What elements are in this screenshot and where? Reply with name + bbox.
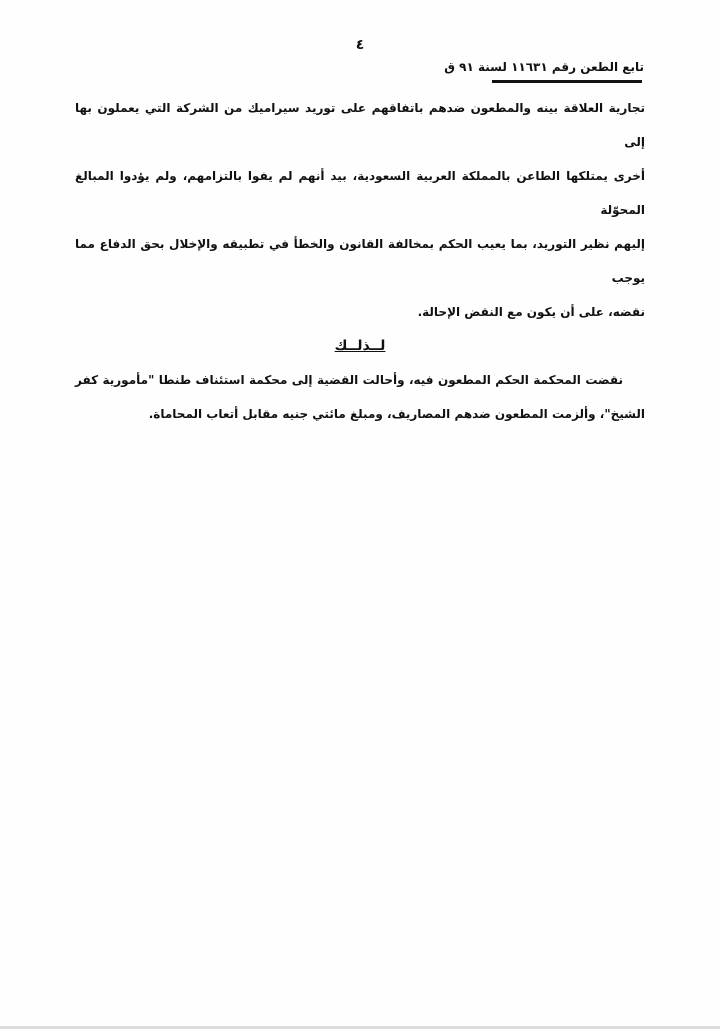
paragraph-line: تجارية العلاقة بينه والمطعون ضدهم باتفاقهم على توريد سيراميك من الشركة التي يعملون بها إلى [75,101,645,149]
header-underline [492,80,642,83]
page-number: ٤ [355,37,365,53]
ruling-line: نقضت المحكمة الحكم المطعون فيه، وأحالت القضية إلى محكمة استئناف طنطا "مأمورية كفر [75,373,623,387]
paragraph-line: إليهم نظير التوريد، بما يعيب الحكم بمخالفة القانون والخطأ في تطبيقه والإخلال بحق الدفاع مما يوجب [75,237,645,285]
paragraph-line: أخرى يمتلكها الطاعن بالمملكة العربية السعودية، بيد أنهم لم يفوا بالتزامهم، ولم يؤدوا المبالغ المحوّلة [75,169,645,217]
document-body [75,91,645,431]
paragraph-line: نقضه، على أن يكون مع النقض الإحالة. [417,305,645,319]
section-heading: لــذلــك [334,338,386,354]
ruling-line: الشيخ"، وألزمت المطعون ضدهم المصاريف، ومبلغ مائتي جنيه مقابل أتعاب المحاماة. [148,407,645,421]
case-header: تابع الطعن رقم ١١٦٣١ لسنة ٩١ ق [444,60,644,74]
